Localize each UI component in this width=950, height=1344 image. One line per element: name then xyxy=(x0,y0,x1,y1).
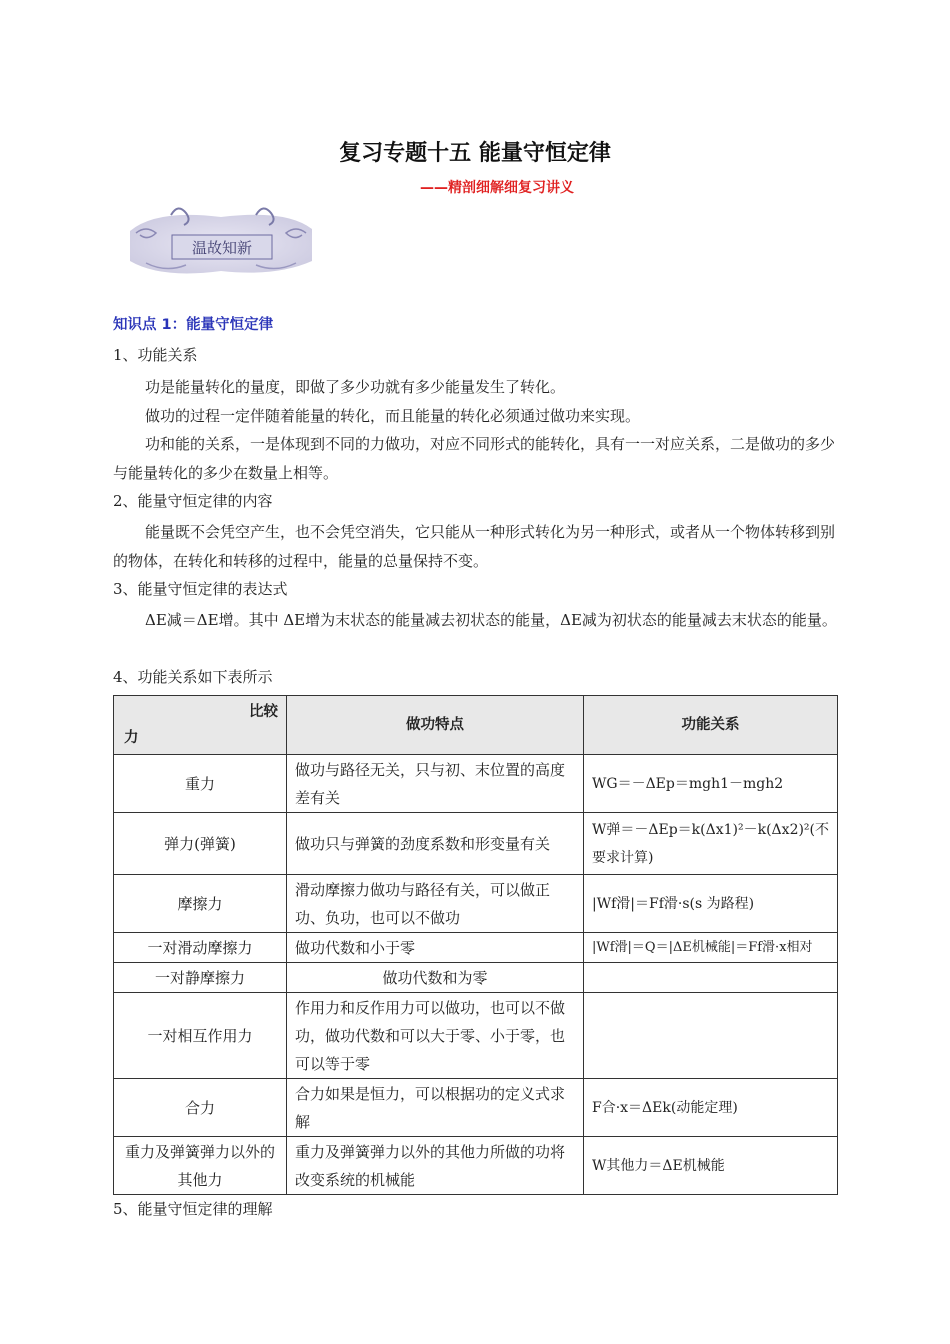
table-row xyxy=(114,755,838,813)
paragraph: 能量既不会凭空产生，也不会凭空消失，它只能从一种形式转化为另一种形式，或者从一个物体转移到别的物体，在转化和转移的过程中，能量的总量保持不变。 xyxy=(113,523,836,570)
relation-cell: WG＝－ΔEp＝mgh1－mgh2 xyxy=(584,755,838,813)
header-energy-relation: 功能关系 xyxy=(584,696,838,755)
feature-cell: 滑动摩擦力做功与路径有关，可以做正功、负功，也可以不做功 xyxy=(287,875,584,933)
paragraph: 做功的过程一定伴随着能量的转化，而且能量的转化必须通过做功来实现。 xyxy=(145,407,641,425)
feature-cell: 做功与路径无关，只与初、末位置的高度差有关 xyxy=(287,755,584,813)
section-heading-2: 2、能量守恒定律的内容 xyxy=(113,492,273,510)
feature-cell: 重力及弹簧弹力以外的其他力所做的功将改变系统的机械能 xyxy=(287,1137,584,1195)
force-cell: 一对静摩擦力 xyxy=(114,963,287,993)
table-row xyxy=(114,993,838,1079)
feature-cell: 做功代数和小于零 xyxy=(287,933,584,963)
relation-cell xyxy=(584,993,838,1079)
feature-cell: 作用力和反作用力可以做功，也可以不做功，做功代数和可以大于零、小于零，也可以等于零 xyxy=(287,993,584,1079)
force-cell: 重力及弹簧弹力以外的其他力 xyxy=(114,1137,287,1195)
force-cell: 摩擦力 xyxy=(114,875,287,933)
section-heading-5: 5、能量守恒定律的理解 xyxy=(113,1200,273,1218)
relation-cell: |Wf滑|＝Q＝|ΔE机械能|＝Ff滑·x相对 xyxy=(584,933,838,963)
force-cell: 一对相互作用力 xyxy=(114,993,287,1079)
feature-cell: 做功只与弹簧的劲度系数和形变量有关 xyxy=(287,813,584,875)
page-subtitle: ——精剖细解细复习讲义 xyxy=(420,180,574,196)
review-banner-image xyxy=(126,203,316,281)
relation-cell xyxy=(584,963,838,993)
force-cell: 一对滑动摩擦力 xyxy=(114,933,287,963)
table-row xyxy=(114,963,838,993)
header-compare-label: 比较 xyxy=(249,704,278,720)
section-heading-1: 1、功能关系 xyxy=(113,346,198,364)
paragraph: ΔE减＝ΔE增。其中 ΔE增为末状态的能量减去初状态的能量，ΔE减为初状态的能量减去末状态的能量。 xyxy=(145,611,837,629)
force-cell: 重力 xyxy=(114,755,287,813)
section-heading-4: 4、功能关系如下表所示 xyxy=(113,668,273,686)
relation-cell: W其他力＝ΔE机械能 xyxy=(584,1137,838,1195)
section-heading-3: 3、能量守恒定律的表达式 xyxy=(113,580,288,598)
banner-text: 温故知新 xyxy=(191,239,253,257)
relation-cell: F合·x＝ΔEk(动能定理) xyxy=(584,1079,838,1137)
header-corner-cell xyxy=(114,696,287,755)
paragraph: 功和能的关系，一是体现到不同的力做功，对应不同形式的能转化，具有一一对应关系，二是做功的多少与能量转化的多少在数量上相等。 xyxy=(113,435,836,482)
header-work-feature: 做功特点 xyxy=(287,696,584,755)
table-row xyxy=(114,1079,838,1137)
table-row xyxy=(114,1137,838,1195)
page-title: 复习专题十五 能量守恒定律 xyxy=(339,141,611,166)
paragraph: 功是能量转化的量度，即做了多少功就有多少能量发生了转化。 xyxy=(145,378,566,396)
relation-cell: |Wf滑|＝Ff滑·s(s 为路程) xyxy=(584,875,838,933)
force-cell: 合力 xyxy=(114,1079,287,1137)
table-row xyxy=(114,875,838,933)
feature-cell: 做功代数和为零 xyxy=(287,963,584,993)
relation-cell: W弹＝－ΔEp＝k(Δx1)²－k(Δx2)²(不要求计算) xyxy=(584,813,838,875)
table-row xyxy=(114,933,838,963)
knowledge-point-heading: 知识点 1：能量守恒定律 xyxy=(113,317,274,333)
work-energy-table xyxy=(113,695,838,1195)
header-force-label: 力 xyxy=(124,730,139,746)
feature-cell: 合力如果是恒力，可以根据功的定义式求解 xyxy=(287,1079,584,1137)
force-cell: 弹力(弹簧) xyxy=(114,813,287,875)
table-row xyxy=(114,813,838,875)
